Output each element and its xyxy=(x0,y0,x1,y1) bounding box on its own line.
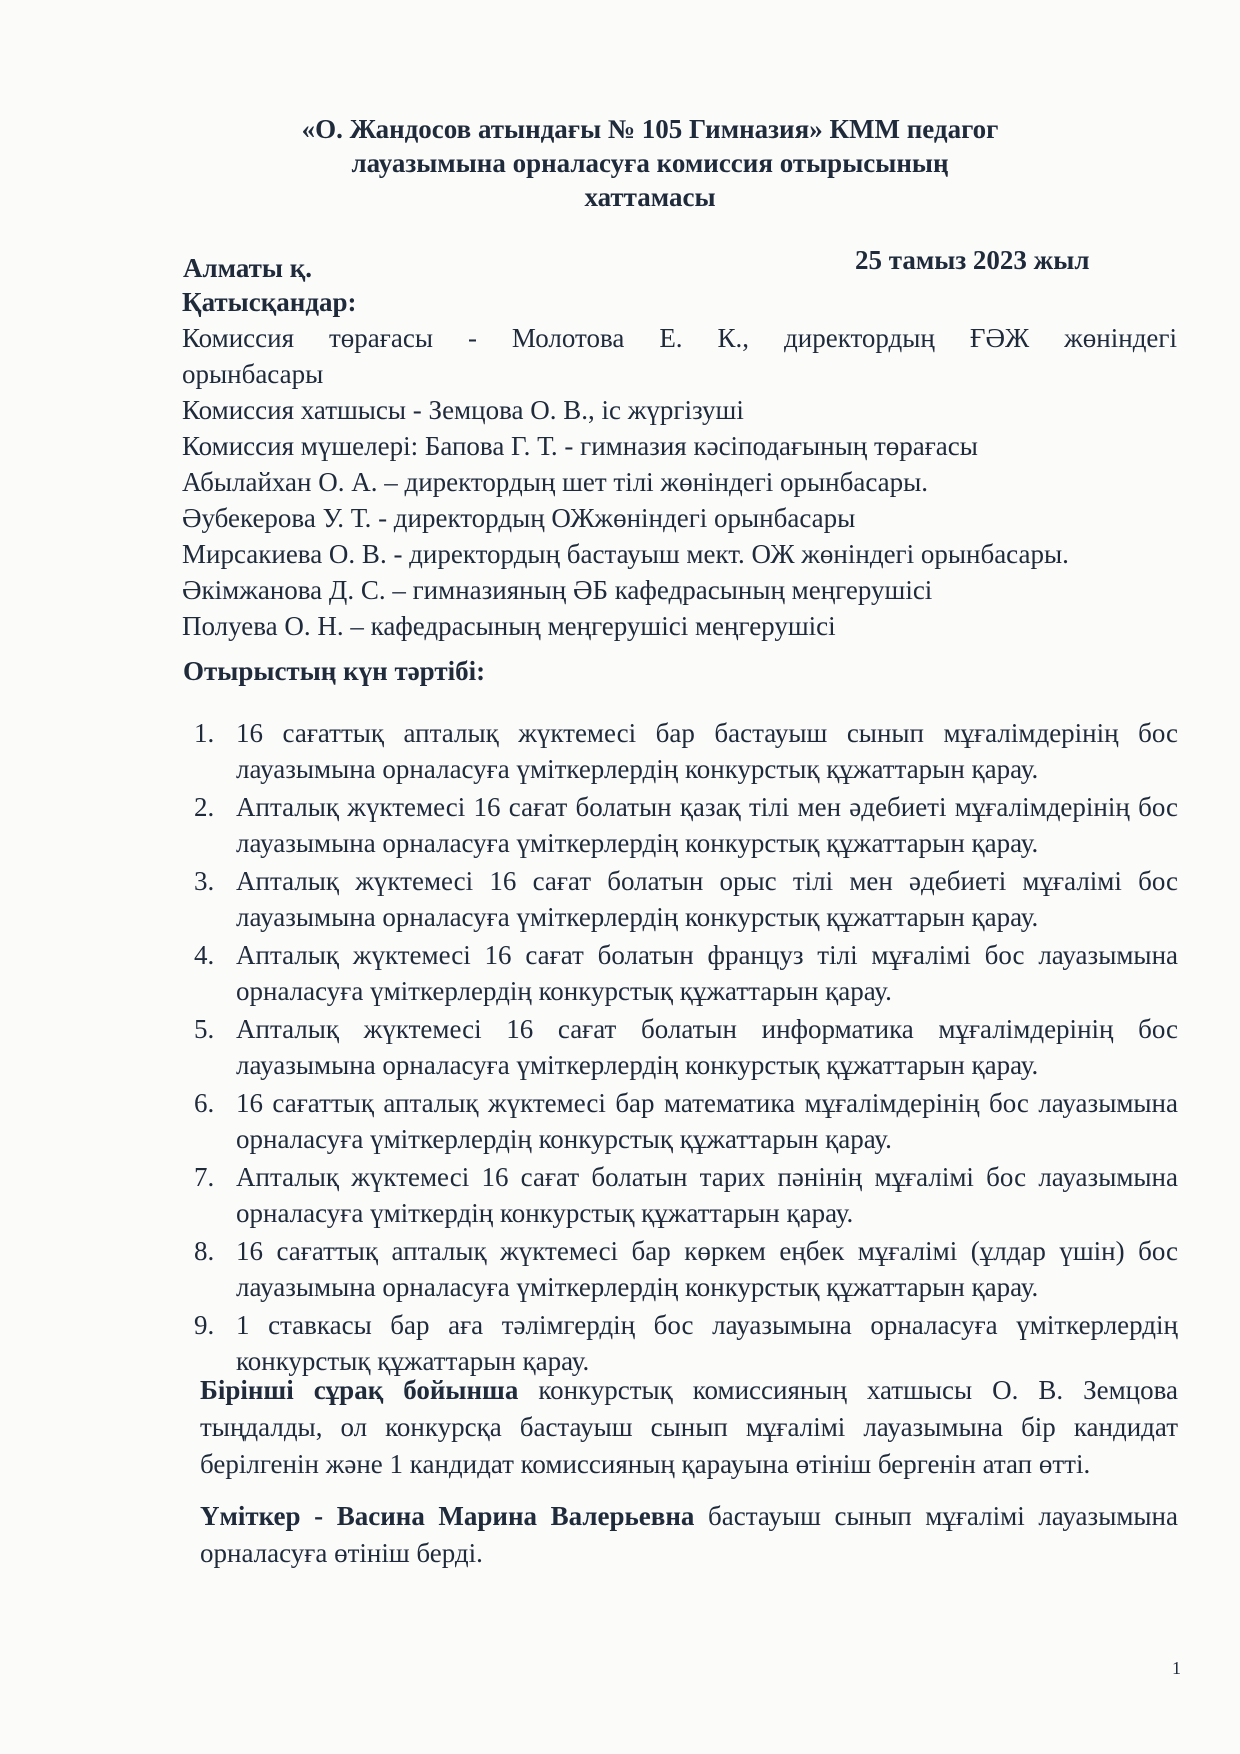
agenda-item: 2. Апталық жүктемесі 16 сағат болатын қазақ тілі мен әдебиеті мұғалімдерінің бос лауазымына орналасуға үміткерлердің конкурстық құжаттарын қарау. xyxy=(194,792,1178,858)
participant-line: Полуева О. Н. – кафедрасының меңгерушісі меңгерушісі xyxy=(182,611,836,641)
title-line-3: хаттамасы xyxy=(584,182,716,212)
first-question-text: конкурстық комиссияның хатшысы О. В. Земцова тыңдалды, ол конкурсқа бастауыш сынып мұғалімі лауазымына бір кандидат берілгенін және 1 кандидат комиссияның қарауына өтініш бергенін атап өтті. xyxy=(200,1375,1178,1479)
first-question-lead: Бірінші сұрақ бойынша xyxy=(200,1375,519,1405)
agenda-item: 3. Апталық жүктемесі 16 сағат болатын орыс тілі мен әдебиеті мұғалімі бос лауазымына орналасуға үміткерлердің конкурстық құжаттарын қарау. xyxy=(194,866,1178,932)
participant-line: орынбасары xyxy=(182,359,324,389)
agenda-item: 6. 16 сағаттық апталық жүктемесі бар математика мұғалімдерінің бос лауазымына орналасуға үміткерлердің конкурстық құжаттарын қарау. xyxy=(194,1088,1178,1154)
participants-block xyxy=(182,284,1177,644)
participant-line: Мирсакиева О. В. - директордың бастауыш мект. ОЖ жөніндегі орынбасары. xyxy=(182,539,1069,569)
agenda-item: 4. Апталық жүктемесі 16 сағат болатын француз тілі мұғалімі бос лауазымына орналасуға үміткерлердің конкурстық құжаттарын қарау. xyxy=(194,940,1178,1006)
participant-line: Комиссия хатшысы - Земцова О. В., іс жүргізуші xyxy=(182,395,744,425)
participant-line: Комиссия төрағасы - Молотова Е. К., директордың ҒӘЖ жөніндегі xyxy=(182,323,1177,353)
candidate-text: бастауыш сынып мұғалімі лауазымына орналасуға өтініш берді. xyxy=(200,1501,1178,1568)
agenda-list xyxy=(188,715,1178,1381)
city: Алматы қ. xyxy=(183,253,313,283)
page-number: 1 xyxy=(1172,1658,1181,1678)
participant-line: Әубекерова У. Т. - директордың ОЖжөніндегі орынбасары xyxy=(182,503,856,533)
agenda-item: 7. Апталық жүктемесі 16 сағат болатын тарих пәнінің мұғалімі бос лауазымына орналасуға үміткердің конкурстық құжаттарын қарау. xyxy=(194,1162,1178,1228)
participant-line: Абылайхан О. А. – директордың шет тілі жөніндегі орынбасары. xyxy=(182,467,929,497)
agenda-item: 9. 1 ставкасы бар аға тәлімгердің бос лауазымына орналасуға үміткерлердің конкурстық құжаттарын қарау. xyxy=(194,1310,1178,1376)
participants-heading: Қатысқандар: xyxy=(182,287,357,317)
candidate-paragraph xyxy=(200,1498,1178,1572)
title-line-1: «О. Жандосов атындағы № 105 Гимназия» КММ педагог xyxy=(301,114,999,144)
first-question-paragraph xyxy=(200,1372,1178,1483)
title-line-2: лауазымына орналасуға комиссия отырысының xyxy=(351,148,949,178)
participant-line: Әкімжанова Д. С. – гимназияның ӘБ кафедрасының меңгерушісі xyxy=(182,575,933,605)
agenda-item: 8. 16 сағаттық апталық жүктемесі бар көркем еңбек мұғалімі (ұлдар үшін) бос лауазымына орналасуға үміткерлердің конкурстық құжаттарын қарау. xyxy=(194,1236,1178,1302)
candidate-lead: Үміткер - Васина Марина Валерьевна xyxy=(200,1501,695,1531)
agenda-item: 5. Апталық жүктемесі 16 сағат болатын информатика мұғалімдерінің бос лауазымына орналасуға үміткерлердің конкурстық құжаттарын қарау. xyxy=(194,1014,1178,1080)
document-title xyxy=(200,112,1100,214)
date: 25 тамыз 2023 жыл xyxy=(855,245,1090,275)
participant-line: Комиссия мүшелері: Бапова Г. Т. - гимназия кәсіподағының төрағасы xyxy=(182,431,978,461)
agenda-heading: Отырыстың күн тәртібі: xyxy=(183,656,486,686)
agenda-item: 1. 16 сағаттық апталық жүктемесі бар бастауыш сынып мұғалімдерінің бос лауазымына орналасуға үміткерлердің конкурстық құжаттарын қарау. xyxy=(194,718,1178,784)
